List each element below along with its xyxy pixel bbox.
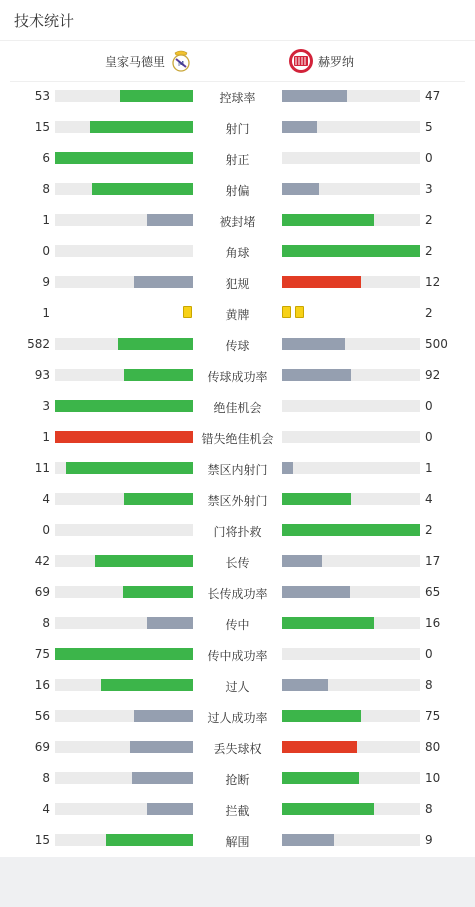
away-stat-value: 0 bbox=[425, 430, 433, 444]
away-stat-value: 80 bbox=[425, 740, 441, 754]
away-stat-bar bbox=[282, 462, 420, 474]
stat-label: 黄牌 bbox=[225, 308, 250, 322]
stat-label: 传球 bbox=[225, 339, 250, 353]
home-stat-value: 93 bbox=[34, 368, 50, 382]
home-stat-value: 42 bbox=[34, 554, 50, 568]
away-stat-bar-fill bbox=[282, 524, 420, 536]
stat-label: 过人成功率 bbox=[207, 711, 268, 725]
home-stat-value: 75 bbox=[34, 647, 50, 661]
home-stat-value: 0 bbox=[42, 244, 50, 258]
home-stat-value: 1 bbox=[42, 430, 50, 444]
stat-row bbox=[0, 422, 475, 453]
home-stat-value: 16 bbox=[34, 678, 50, 692]
away-stat-value: 75 bbox=[425, 709, 441, 723]
away-stat-value: 8 bbox=[425, 802, 433, 816]
away-stat-bar bbox=[282, 741, 420, 753]
home-stat-bar-fill bbox=[55, 648, 193, 660]
stat-label: 角球 bbox=[225, 246, 250, 260]
home-stat-value: 69 bbox=[34, 585, 50, 599]
home-stat-value: 15 bbox=[34, 120, 50, 134]
home-stat-bar-fill bbox=[55, 400, 193, 412]
home-stat-value: 3 bbox=[42, 399, 50, 413]
away-stat-value: 0 bbox=[425, 647, 433, 661]
away-stat-value: 47 bbox=[425, 89, 441, 103]
away-stat-value: 3 bbox=[425, 182, 433, 196]
home-stat-bar-fill bbox=[55, 152, 193, 164]
home-stat-bar bbox=[55, 462, 193, 474]
stat-row bbox=[0, 267, 475, 298]
stat-label: 长传 bbox=[225, 556, 250, 570]
home-stat-value: 53 bbox=[34, 89, 50, 103]
away-stat-value: 0 bbox=[425, 151, 433, 165]
home-stat-bar-fill bbox=[106, 834, 193, 846]
home-stat-bar bbox=[55, 338, 193, 350]
away-stat-bar-fill bbox=[282, 338, 345, 350]
away-stat-value: 4 bbox=[425, 492, 433, 506]
stat-label: 拦截 bbox=[225, 804, 250, 818]
home-stat-value: 15 bbox=[34, 833, 50, 847]
away-stat-bar bbox=[282, 121, 420, 133]
home-stat-bar bbox=[55, 555, 193, 567]
away-stat-bar bbox=[282, 555, 420, 567]
home-stat-value: 6 bbox=[42, 151, 50, 165]
away-stat-value: 500 bbox=[425, 337, 448, 351]
home-stat-bar-fill bbox=[92, 183, 193, 195]
away-stat-bar-fill bbox=[282, 183, 319, 195]
home-stat-bar bbox=[55, 586, 193, 598]
stat-label: 射门 bbox=[225, 122, 250, 136]
away-yellow-cards bbox=[282, 306, 304, 318]
home-stat-bar bbox=[55, 710, 193, 722]
home-stat-bar-fill bbox=[118, 338, 193, 350]
away-stat-bar-fill bbox=[282, 493, 351, 505]
away-stat-bar bbox=[282, 679, 420, 691]
home-stat-bar bbox=[55, 276, 193, 288]
away-stat-value: 2 bbox=[425, 244, 433, 258]
away-stat-bar-fill bbox=[282, 276, 361, 288]
away-stat-bar bbox=[282, 648, 420, 660]
away-stat-value: 12 bbox=[425, 275, 441, 289]
away-stat-value: 65 bbox=[425, 585, 441, 599]
home-stat-value: 4 bbox=[42, 492, 50, 506]
home-stat-bar-fill bbox=[123, 586, 193, 598]
home-stat-value: 8 bbox=[42, 616, 50, 630]
stat-label: 传中成功率 bbox=[207, 649, 268, 663]
away-stat-bar bbox=[282, 586, 420, 598]
home-stat-value: 1 bbox=[42, 213, 50, 227]
home-stat-bar bbox=[55, 493, 193, 505]
home-stat-bar-fill bbox=[66, 462, 193, 474]
away-stat-value: 17 bbox=[425, 554, 441, 568]
stat-label: 过人 bbox=[225, 680, 250, 694]
home-stat-bar bbox=[55, 741, 193, 753]
home-stat-bar bbox=[55, 524, 193, 536]
home-stat-bar bbox=[55, 152, 193, 164]
home-stat-bar-fill bbox=[147, 617, 193, 629]
home-stat-bar bbox=[55, 834, 193, 846]
away-stat-bar-fill bbox=[282, 214, 374, 226]
stat-label: 射偏 bbox=[225, 184, 250, 198]
stat-row bbox=[0, 639, 475, 670]
yellow-card-icon bbox=[183, 306, 192, 318]
stat-row bbox=[0, 732, 475, 763]
home-stat-bar bbox=[55, 369, 193, 381]
away-stat-bar bbox=[282, 617, 420, 629]
stat-row bbox=[0, 298, 475, 329]
stat-row bbox=[0, 329, 475, 360]
home-yellow-cards bbox=[183, 306, 192, 318]
home-stat-bar bbox=[55, 617, 193, 629]
away-stat-bar-fill bbox=[282, 741, 357, 753]
page-footer-area bbox=[0, 857, 475, 907]
yellow-card-icon bbox=[282, 306, 291, 318]
away-stat-value: 92 bbox=[425, 368, 441, 382]
home-stat-bar-fill bbox=[124, 369, 193, 381]
home-stat-bar-fill bbox=[124, 493, 193, 505]
home-stat-value: 9 bbox=[42, 275, 50, 289]
home-stat-bar bbox=[55, 245, 193, 257]
stat-label: 犯规 bbox=[225, 277, 250, 291]
home-stat-value: 8 bbox=[42, 182, 50, 196]
stat-row bbox=[0, 453, 475, 484]
home-stat-bar-fill bbox=[134, 276, 193, 288]
stat-row bbox=[0, 360, 475, 391]
teams-header bbox=[0, 41, 475, 81]
home-stat-bar-fill bbox=[147, 214, 193, 226]
home-stat-bar bbox=[55, 679, 193, 691]
away-stat-value: 9 bbox=[425, 833, 433, 847]
girona-crest-icon[interactable] bbox=[288, 48, 314, 74]
stat-row bbox=[0, 81, 475, 112]
away-stat-bar-fill bbox=[282, 803, 374, 815]
svg-text:M: M bbox=[177, 60, 185, 68]
stat-label: 控球率 bbox=[219, 91, 256, 105]
home-stat-bar bbox=[55, 183, 193, 195]
stat-label: 射正 bbox=[225, 153, 250, 167]
away-stat-bar-fill bbox=[282, 834, 334, 846]
away-stat-value: 2 bbox=[425, 523, 433, 537]
home-stat-bar-fill bbox=[101, 679, 193, 691]
away-stat-bar bbox=[282, 183, 420, 195]
away-stat-bar bbox=[282, 369, 420, 381]
home-stat-bar bbox=[55, 648, 193, 660]
stat-row bbox=[0, 484, 475, 515]
home-stat-bar bbox=[55, 90, 193, 102]
away-stat-bar bbox=[282, 276, 420, 288]
home-stat-bar bbox=[55, 772, 193, 784]
stat-row bbox=[0, 794, 475, 825]
away-stat-bar-fill bbox=[282, 772, 359, 784]
home-stat-bar bbox=[55, 400, 193, 412]
away-stat-bar bbox=[282, 431, 420, 443]
stat-label: 绝佳机会 bbox=[213, 401, 262, 415]
away-stat-value: 2 bbox=[425, 213, 433, 227]
home-stat-value: 0 bbox=[42, 523, 50, 537]
away-stat-value: 2 bbox=[425, 306, 433, 320]
away-stat-bar-fill bbox=[282, 617, 374, 629]
stat-row bbox=[0, 546, 475, 577]
stat-row bbox=[0, 205, 475, 236]
stat-label: 被封堵 bbox=[219, 215, 256, 229]
home-stat-value: 56 bbox=[34, 709, 50, 723]
home-stat-bar bbox=[55, 121, 193, 133]
away-stat-bar-fill bbox=[282, 121, 317, 133]
away-stat-value: 8 bbox=[425, 678, 433, 692]
stat-label: 错失绝佳机会 bbox=[201, 432, 274, 446]
away-stat-bar-fill bbox=[282, 90, 347, 102]
stat-label: 传中 bbox=[225, 618, 250, 632]
stat-row bbox=[0, 391, 475, 422]
stat-label: 传球成功率 bbox=[207, 370, 268, 384]
away-stat-value: 0 bbox=[425, 399, 433, 413]
away-stat-bar bbox=[282, 803, 420, 815]
home-stat-bar-fill bbox=[134, 710, 193, 722]
home-stat-value: 582 bbox=[27, 337, 50, 351]
stat-label: 门将扑救 bbox=[213, 525, 262, 539]
home-stat-value: 4 bbox=[42, 802, 50, 816]
away-stat-bar bbox=[282, 152, 420, 164]
away-stat-bar bbox=[282, 524, 420, 536]
away-stat-bar-fill bbox=[282, 555, 322, 567]
away-stat-bar bbox=[282, 338, 420, 350]
stat-row bbox=[0, 174, 475, 205]
away-stat-bar bbox=[282, 90, 420, 102]
page-title: 技术统计 bbox=[14, 12, 75, 30]
away-stat-bar-fill bbox=[282, 679, 328, 691]
real-madrid-crest-icon[interactable] bbox=[168, 48, 194, 74]
stat-row bbox=[0, 608, 475, 639]
away-stat-bar-fill bbox=[282, 710, 361, 722]
home-stat-value: 8 bbox=[42, 771, 50, 785]
away-stat-value: 5 bbox=[425, 120, 433, 134]
away-stat-value: 1 bbox=[425, 461, 433, 475]
stat-label: 丢失球权 bbox=[213, 742, 262, 756]
stat-label: 禁区内射门 bbox=[207, 463, 268, 477]
stat-row bbox=[0, 143, 475, 174]
stat-row bbox=[0, 112, 475, 143]
stat-row bbox=[0, 515, 475, 546]
stat-row bbox=[0, 670, 475, 701]
away-stat-bar bbox=[282, 400, 420, 412]
home-stat-bar-fill bbox=[132, 772, 193, 784]
home-stat-bar-fill bbox=[90, 121, 194, 133]
stat-label: 禁区外射门 bbox=[207, 494, 268, 508]
stat-row bbox=[0, 236, 475, 267]
home-stat-bar-fill bbox=[95, 555, 193, 567]
home-team-name[interactable]: 皇家马德里 bbox=[104, 55, 165, 69]
away-stat-bar bbox=[282, 772, 420, 784]
stat-label: 解围 bbox=[225, 835, 250, 849]
away-stat-bar bbox=[282, 245, 420, 257]
away-team-name[interactable]: 赫罗纳 bbox=[318, 55, 355, 69]
home-stat-value: 69 bbox=[34, 740, 50, 754]
away-stat-value: 16 bbox=[425, 616, 441, 630]
home-stat-bar-fill bbox=[55, 431, 193, 443]
away-stat-bar-fill bbox=[282, 586, 350, 598]
home-stat-value: 11 bbox=[34, 461, 50, 475]
away-stat-bar bbox=[282, 834, 420, 846]
stat-row bbox=[0, 763, 475, 794]
away-stat-bar-fill bbox=[282, 369, 351, 381]
home-stat-bar bbox=[55, 431, 193, 443]
stat-row bbox=[0, 701, 475, 732]
stat-label: 长传成功率 bbox=[207, 587, 268, 601]
stats-list bbox=[0, 81, 475, 856]
home-stat-bar bbox=[55, 214, 193, 226]
away-stat-value: 10 bbox=[425, 771, 441, 785]
yellow-card-icon bbox=[295, 306, 304, 318]
home-stat-bar-fill bbox=[130, 741, 193, 753]
home-stat-bar-fill bbox=[147, 803, 193, 815]
away-stat-bar-fill bbox=[282, 462, 293, 474]
home-stat-value: 1 bbox=[42, 306, 50, 320]
away-stat-bar bbox=[282, 214, 420, 226]
away-stat-bar bbox=[282, 710, 420, 722]
away-stat-bar-fill bbox=[282, 245, 420, 257]
stat-row bbox=[0, 577, 475, 608]
away-stat-bar bbox=[282, 493, 420, 505]
home-stat-bar-fill bbox=[120, 90, 193, 102]
home-stat-bar bbox=[55, 803, 193, 815]
stat-label: 抢断 bbox=[225, 773, 250, 787]
stat-row bbox=[0, 825, 475, 856]
